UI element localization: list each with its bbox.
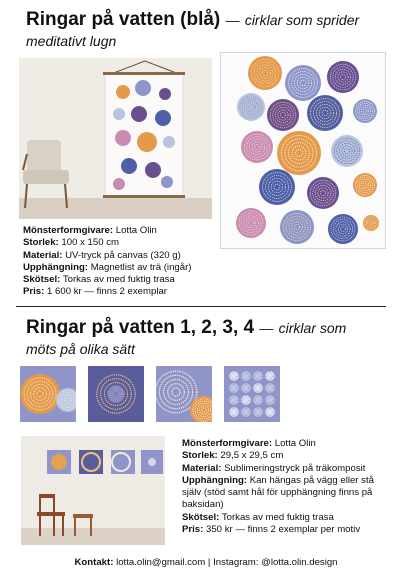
spec-row (182, 512, 402, 524)
mini-ring-circle (145, 162, 161, 178)
ring-circle (236, 208, 266, 238)
spec-label: Storlek: (23, 237, 59, 249)
ring-circle (267, 99, 299, 131)
ring-circle (277, 131, 321, 175)
spec-value: Lotta Olin (274, 438, 316, 449)
ring-circle (253, 383, 263, 393)
mini-ring-circle (161, 176, 173, 188)
section2-title: Ringar på vatten 1, 2, 3, 4 (26, 317, 255, 338)
spec-row (182, 475, 402, 487)
section2-title-line (26, 317, 406, 339)
spec-label: Storlek: (182, 450, 218, 462)
spec-value: 100 x 150 cm (61, 237, 120, 249)
section2-dash: — (259, 320, 274, 336)
ring-circle (253, 395, 263, 405)
ring-circle (253, 371, 263, 381)
section1-dash: — (225, 12, 240, 28)
mini-ring-circle (137, 132, 157, 152)
spec-row (23, 262, 223, 274)
room-photo-tiles (21, 436, 165, 545)
ring-circle (229, 395, 239, 405)
mini-ring-circle (113, 108, 125, 120)
spec-row (23, 274, 223, 286)
ring-circle (241, 395, 251, 405)
instagram-link[interactable]: @lotta.olin.design (261, 557, 338, 568)
tile-4 (224, 366, 280, 422)
ring-circle (328, 214, 358, 244)
mini-ring-circle (159, 88, 171, 100)
ring-circle (265, 371, 275, 381)
section1-subtitle-2: meditativt lugn (26, 33, 117, 49)
spec-row (182, 450, 402, 462)
spec-row (182, 524, 402, 536)
section1-title-line (26, 9, 406, 31)
section1-title: Ringar på vatten (blå) (26, 9, 221, 30)
spec-value: baksidan) (182, 499, 224, 511)
section2-subtitle-2: möts på olika sätt (26, 341, 135, 357)
ring-circle (229, 383, 239, 393)
tile-1 (20, 366, 76, 422)
spec-row (182, 438, 402, 450)
ring-circle (331, 135, 363, 167)
instagram-label: Instagram: (213, 557, 259, 568)
spec-value: Torkas av med fuktig trasa (62, 274, 175, 286)
spec-value: 29,5 x 29,5 cm (220, 450, 284, 462)
mini-ring-circle (135, 80, 151, 96)
spec-row (23, 237, 223, 249)
ring-circle (237, 93, 265, 121)
spec-value: Kan hängas på vägg eller stå (249, 474, 374, 486)
spec-label: Mönsterformgivare: (182, 438, 273, 449)
artwork-ringar-pa-vatten-bla (220, 52, 386, 249)
mini-ring-circle (121, 158, 137, 174)
ring-circle (107, 385, 125, 403)
spec-value: UV-tryck på canvas (320 g) (65, 249, 181, 261)
section2-subtitle-1: cirklar som (278, 320, 347, 336)
mini-ring-circle (155, 110, 171, 126)
spec-value: själv (stöd samt hål för upphängning finns på (182, 487, 373, 499)
ring-circle (280, 210, 314, 244)
ring-circle (265, 395, 275, 405)
ring-circle (229, 407, 239, 417)
tile-2 (88, 366, 144, 422)
spec-label: Material: (23, 249, 63, 261)
spec-value: Torkas av med fuktig trasa (221, 511, 334, 523)
mini-ring-circle (113, 178, 125, 190)
spec-value: Lotta Olin (115, 225, 157, 236)
footer-separator: | (207, 557, 211, 568)
ring-circle (241, 383, 251, 393)
spec-row (182, 463, 402, 475)
spec-row (182, 487, 402, 499)
section1-subtitle-1: cirklar som sprider (244, 12, 360, 28)
ring-circle (241, 407, 251, 417)
spec-label: Pris: (23, 286, 45, 298)
section2-specs (182, 438, 402, 536)
spec-row (23, 250, 223, 262)
spec-label: Skötsel: (23, 274, 61, 286)
ring-circle (307, 177, 339, 209)
spec-value: 1 600 kr — finns 2 exemplar (47, 286, 167, 298)
spec-value: 350 kr — finns 2 exemplar per motiv (206, 524, 361, 536)
mini-ring-circle (163, 136, 175, 148)
ring-circle (265, 407, 275, 417)
contact-email-link[interactable]: lotta.olin@gmail.com (116, 557, 206, 568)
spec-label: Skötsel: (182, 511, 220, 523)
ring-circle (248, 56, 282, 90)
ring-circle (259, 169, 295, 205)
spec-row (182, 499, 402, 511)
spec-row (23, 225, 223, 237)
footer-contact (0, 557, 412, 568)
spec-value: Magnetlist av trä (ingår) (90, 261, 192, 273)
ring-circle (241, 371, 251, 381)
contact-label: Kontakt: (74, 557, 114, 568)
mini-ring-circle (116, 85, 130, 99)
ring-circle (20, 374, 60, 414)
spec-row (23, 286, 223, 298)
section-divider (16, 306, 386, 307)
ring-circle (353, 99, 377, 123)
ring-circle (327, 61, 359, 93)
ring-circle (353, 173, 377, 197)
mini-ring-circle (131, 106, 147, 122)
ring-circle (253, 407, 263, 417)
ring-circle (229, 371, 239, 381)
tile-3 (156, 366, 212, 422)
spec-label: Material: (182, 462, 222, 474)
spec-label: Pris: (182, 524, 204, 536)
ring-circle (241, 131, 273, 163)
ring-circle (285, 65, 321, 101)
spec-label: Upphängning: (182, 474, 248, 486)
ring-circle (363, 215, 379, 231)
mini-ring-circle (115, 130, 131, 146)
section1-specs (23, 225, 223, 299)
ring-circle (265, 383, 275, 393)
spec-label: Mönsterformgivare: (23, 225, 114, 236)
ring-circle (307, 95, 343, 131)
spec-value: Sublimeringstryck på träkomposit (224, 462, 366, 474)
spec-label: Upphängning: (23, 261, 89, 273)
room-photo-hanging-textile (19, 58, 212, 219)
